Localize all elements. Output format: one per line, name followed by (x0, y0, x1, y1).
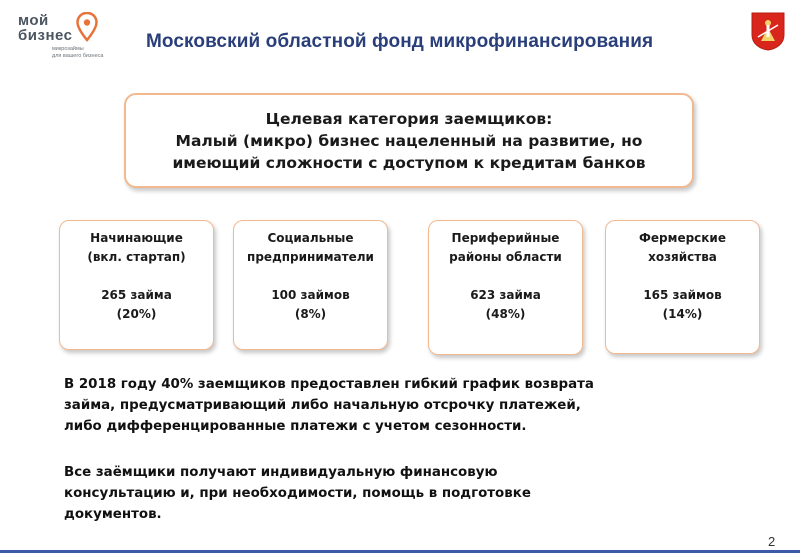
category-box-social (233, 220, 388, 350)
target-category-box (124, 93, 694, 188)
logo-subtitle-line: микрозаймы (52, 46, 84, 52)
moscow-oblast-coat-of-arms-icon (750, 11, 786, 51)
paragraph-line: займа, предусматривающий либо начальную отсрочку платежей, (64, 398, 581, 413)
category-count: 100 займов (271, 288, 350, 302)
category-name: Начинающие (90, 231, 183, 245)
target-description-line: имеющий сложности с доступом к кредитам банков (172, 153, 646, 172)
paragraph-line: В 2018 году 40% заемщиков предоставлен гибкий график возврата (64, 377, 594, 392)
category-share: (14%) (662, 307, 703, 321)
category-box-startups (59, 220, 214, 350)
logo-text-line2: бизнес (18, 27, 73, 44)
category-name: Социальные (267, 231, 354, 245)
category-name: Периферийные (451, 231, 560, 245)
category-count: 623 займа (470, 288, 541, 302)
category-share: (48%) (485, 307, 526, 321)
category-share: (20%) (116, 307, 157, 321)
category-name: (вкл. стартап) (87, 250, 186, 264)
logo-text-line1: мой (18, 12, 49, 29)
paragraph-line: консультацию и, при необходимости, помощь в подготовке (64, 486, 531, 501)
logo-subtitle (52, 46, 103, 59)
consultation-paragraph (64, 462, 744, 525)
location-pin-icon (76, 12, 98, 42)
target-heading: Целевая категория заемщиков: (265, 109, 553, 128)
logo-subtitle-line: для вашего бизнеса (52, 52, 104, 59)
category-count: 265 займа (101, 288, 172, 302)
target-description-line: Малый (микро) бизнес нацеленный на развитие, но (175, 131, 643, 150)
page-number: 2 (768, 534, 776, 549)
category-name: Фермерские (639, 231, 726, 245)
category-box-farms (605, 220, 760, 354)
category-name: хозяйства (648, 250, 717, 264)
category-share: (8%) (294, 307, 327, 321)
paragraph-line: Все заёмщики получают индивидуальную финансовую (64, 465, 498, 480)
category-box-periphery (428, 220, 583, 355)
paragraph-line: либо дифференцированные платежи с учетом сезонности. (64, 419, 527, 434)
category-name: районы области (449, 250, 562, 264)
category-name: предприниматели (247, 250, 374, 264)
brand-logo (14, 10, 104, 68)
page-title: Московский областной фонд микрофинансирования (146, 31, 654, 52)
bottom-accent-line (0, 550, 800, 553)
flexible-schedule-paragraph (64, 374, 744, 437)
paragraph-line: документов. (64, 507, 162, 522)
category-count: 165 займов (643, 288, 722, 302)
